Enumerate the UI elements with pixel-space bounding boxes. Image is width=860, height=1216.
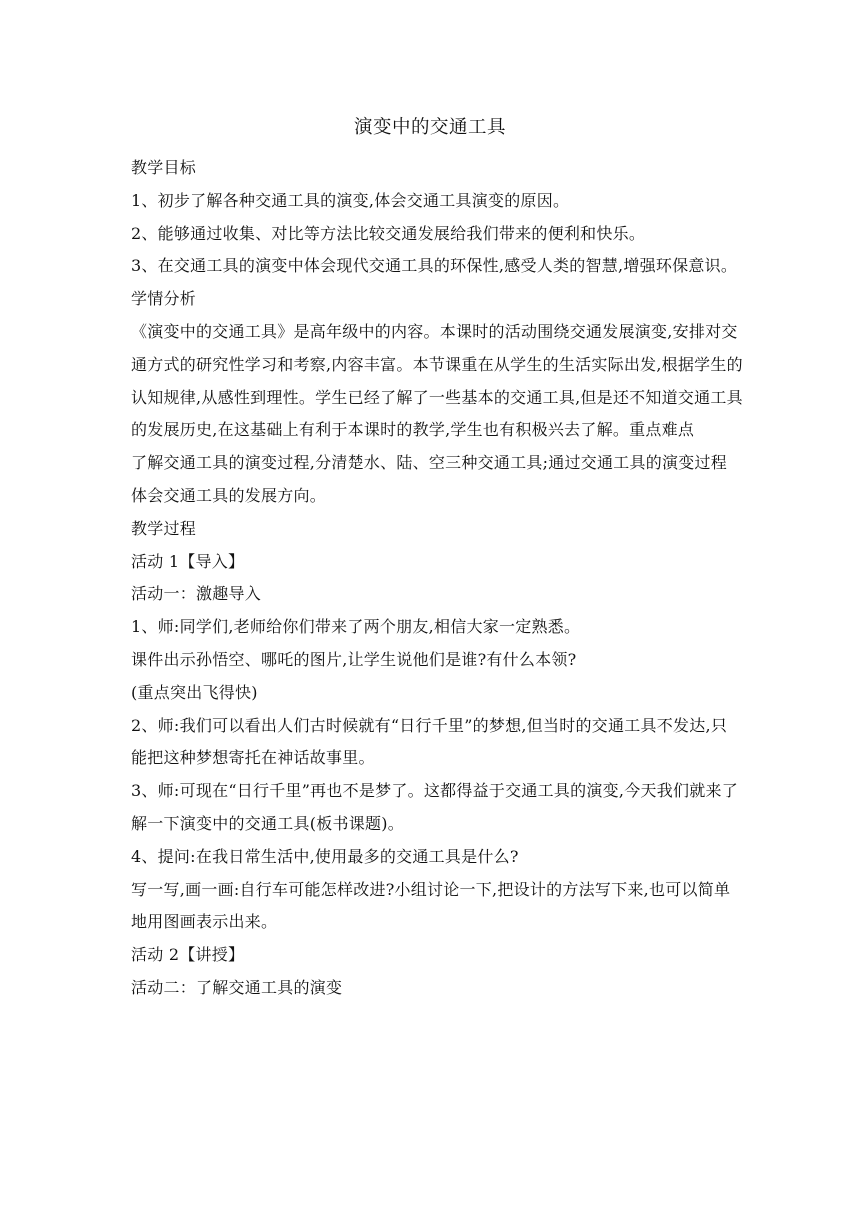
heading-student-analysis: 学情分析 [131, 289, 197, 309]
goal-item-2: 2、能够通过收集、对比等方法比较交通发展给我们带来的便利和快乐。 [131, 223, 646, 243]
goal-item-1: 1、初步了解各种交通工具的演变,体会交通工具演变的原因。 [131, 190, 570, 210]
document-body [131, 152, 743, 1005]
document-title: 演变中的交通工具 [353, 117, 506, 138]
activity-1-subheading: 活动一：激趣导入 [131, 584, 262, 604]
process-emphasis-note: (重点突出飞得快) [131, 682, 258, 702]
process-step-2: 2、师:我们可以看出人们古时候就有“日行千里”的梦想,但当时的交通工具不发达,只能把这种梦想寄托在神话故事里。 [131, 715, 728, 768]
process-step-3: 3、师:可现在“日行千里”再也不是梦了。这都得益于交通工具的演变,今天我们就来了解一下演变中的交通工具(板书课题)。 [131, 781, 739, 833]
process-write-draw: 写一写,画一画:自行车可能怎样改进?小组讨论一下,把设计的方法写下来,也可以简单地用图画表示出来。 [131, 879, 731, 932]
student-analysis-paragraph: 《演变中的交通工具》是高年级中的内容。本课时的活动围绕交通发展演变,安排对交通方式的研究性学习和考察,内容丰富。本节课重在从学生的生活实际出发,根据学生的认知规律,从感性到理性。学生已经了解了一些基本的交通工具,但是还不知道交通工具的发展历史,在这基础上有利于本课时的教学,学生也有积极兴去了解。重点难点 [131, 321, 743, 440]
activity-1-heading: 活动 1【导入】 [131, 551, 245, 571]
key-points-paragraph: 了解交通工具的演变过程,分清楚水、陆、空三种交通工具;通过交通工具的演变过程体会交通工具的发展方向。 [131, 453, 727, 505]
heading-teaching-process: 教学过程 [131, 518, 197, 538]
goal-item-3: 3、在交通工具的演变中体会现代交通工具的环保性,感受人类的智慧,增强环保意识。 [131, 256, 738, 276]
process-step-4: 4、提问:在我日常生活中,使用最多的交通工具是什么? [131, 846, 519, 866]
activity-2-subheading: 活动二：了解交通工具的演变 [131, 977, 343, 997]
heading-teaching-goals: 教学目标 [131, 158, 197, 177]
process-courseware-line: 课件出示孙悟空、哪吒的图片,让学生说他们是谁?有什么本领? [131, 649, 577, 669]
process-step-1: 1、师:同学们,老师给你们带来了两个朋友,相信大家一定熟悉。 [131, 617, 581, 637]
activity-2-heading: 活动 2【讲授】 [131, 945, 245, 965]
